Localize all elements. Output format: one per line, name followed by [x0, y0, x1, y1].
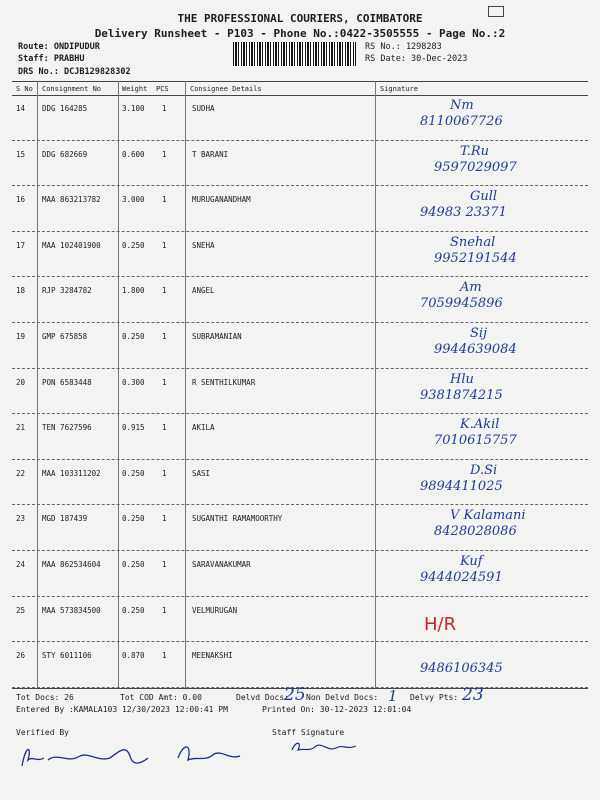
row-pcs: 1 [162, 560, 167, 569]
row-weight: 0.250 [122, 332, 145, 341]
row-sno: 19 [16, 332, 26, 341]
row-consignee: SUBRAMANIAN [192, 332, 242, 341]
row-sno: 22 [16, 468, 26, 478]
row-weight: 0.300 [122, 377, 145, 387]
row-consignee: MEENAKSHI [192, 651, 233, 661]
row-pcs: 1 [162, 149, 167, 159]
row-weight: 1.800 [122, 286, 145, 296]
row-pcs: 1 [162, 104, 167, 113]
row-sno: 14 [16, 104, 26, 113]
barcode [233, 42, 356, 66]
row-handwritten-name: K.Akil [460, 417, 500, 433]
row-consignee: SNEHA [192, 240, 215, 250]
row-weight: 0.250 [122, 240, 145, 250]
non-delivered-docs-label: Non Delvd Docs: [306, 693, 379, 702]
row-weight: 0.870 [122, 651, 145, 661]
row-sno: 15 [16, 149, 26, 159]
row-pcs: 1 [162, 468, 167, 478]
row-sno: 21 [16, 423, 26, 433]
row-weight: 0.250 [122, 468, 145, 478]
delivered-docs-value: 25 [284, 685, 306, 705]
table-header-rule [12, 95, 588, 96]
row-weight: 0.250 [122, 514, 145, 524]
row-separator [12, 641, 588, 642]
row-consignee: MURUGANANDHAM [192, 195, 251, 205]
column-divider [118, 81, 119, 688]
runsheet-subtitle: Delivery Runsheet - P103 - Phone No.:0422-3505555 - Page No.:2 [94, 27, 506, 40]
row-consignment-no: DDG 682669 [42, 149, 88, 159]
row-consignment-no: GMP 675858 [42, 332, 88, 341]
col-signature-header: Signature [380, 85, 418, 93]
row-weight: 0.915 [122, 423, 145, 433]
row-pcs: 1 [162, 651, 167, 661]
row-consignment-no: MAA 103311202 [42, 468, 101, 478]
row-weight: 3.000 [122, 195, 145, 205]
row-handwritten-phone: 9952191544 [434, 250, 517, 266]
row-sno: 23 [16, 514, 26, 524]
row-handwritten-phone: 9486106345 [420, 661, 503, 677]
row-pcs: 1 [162, 286, 167, 296]
row-consignment-no: MAA 573834500 [42, 605, 101, 615]
col-pcs-header: PCS [156, 85, 169, 93]
row-consignment-no: MAA 863213782 [42, 195, 101, 205]
row-handwritten-name: Nm [450, 98, 474, 113]
delivered-docs-label: Delvd Docs: [236, 693, 289, 702]
row-consignment-no: DDG 164285 [42, 104, 88, 113]
row-sno: 16 [16, 195, 26, 205]
row-sno: 24 [16, 560, 26, 569]
row-consignee: AKILA [192, 423, 215, 433]
row-handwritten-name: Snehal [450, 234, 496, 250]
row-handwritten-name: Kuf [460, 554, 483, 569]
verifier-signature [18, 738, 268, 778]
total-docs: Tot Docs: 26 [16, 693, 74, 702]
row-consignee: VELMURUGAN [192, 605, 238, 615]
printed-on: Printed On: 30-12-2023 12:01:04 [262, 705, 412, 714]
row-separator [12, 413, 588, 414]
column-divider [185, 81, 186, 688]
column-divider [375, 81, 376, 688]
company-title: THE PROFESSIONAL COURIERS, COIMBATORE [177, 12, 423, 25]
row-consignee: ANGEL [192, 286, 215, 296]
col-consignment-header: Consignment No [42, 85, 102, 93]
row-pcs: 1 [162, 605, 167, 615]
row-handwritten-name: Hlu [450, 371, 474, 387]
row-pcs: 1 [162, 514, 167, 524]
row-handwritten-phone: 9381874215 [420, 387, 503, 403]
row-weight: 3.100 [122, 104, 145, 113]
row-consignee: SUDHA [192, 104, 215, 113]
row-separator [12, 459, 588, 460]
drs-number: DRS No.: DCJB129828302 [18, 67, 131, 77]
row-sno: 17 [16, 240, 26, 250]
row-consignee: R SENTHILKUMAR [192, 377, 256, 387]
row-consignment-no: MAA 102401900 [42, 240, 101, 250]
rs-date: RS Date: 30-Dec-2023 [365, 54, 468, 64]
verified-by-label: Verified By [16, 728, 69, 737]
delivery-points-label: Delvy Pts: [410, 693, 459, 702]
row-handwritten-phone: 9444024591 [420, 570, 503, 585]
row-weight: 0.250 [122, 605, 145, 615]
row-handwritten-phone: 8428028086 [434, 524, 517, 540]
row-consignee: SASI [192, 468, 211, 478]
column-divider [37, 81, 38, 688]
row-consignee: SARAVANAKUMAR [192, 560, 251, 569]
row-pcs: 1 [162, 240, 167, 250]
row-handwritten-name: Gull [470, 189, 498, 205]
row-consignee: T BARANI [192, 149, 229, 159]
row-consignment-no: RJP 3284782 [42, 286, 92, 296]
col-weight-header: Weight [122, 85, 148, 93]
table-top-rule [12, 81, 588, 82]
row-handwritten-name: V Kalamani [450, 508, 526, 524]
row-pcs: 1 [162, 377, 167, 387]
non-delivered-docs-value: 1 [388, 687, 398, 705]
staff-signature [288, 736, 368, 758]
staff-label: Staff: PRABHU [18, 54, 85, 64]
row-separator [12, 504, 588, 505]
row-handwritten-phone: 7059945896 [420, 296, 503, 312]
row-weight: 0.600 [122, 149, 145, 159]
row-handwritten-phone: 9597029097 [434, 159, 517, 175]
row-handwritten-name: T.Ru [460, 143, 490, 159]
row-consignment-no: TEN 7627596 [42, 423, 92, 433]
delivery-points-value: 23 [462, 685, 484, 705]
row-separator [12, 231, 588, 232]
entered-by: Entered By :KAMALA103 12/30/2023 12:00:41 PM [16, 705, 228, 714]
row-handwritten-phone: 94983 23371 [420, 205, 507, 221]
row-sno: 26 [16, 651, 26, 661]
row-handwritten-phone: 8110067726 [420, 114, 503, 129]
row-consignment-no: STY 6011106 [42, 651, 92, 661]
row-separator [12, 140, 588, 141]
row-handwritten-name: Am [460, 280, 482, 296]
row-pcs: 1 [162, 423, 167, 433]
row-separator [12, 322, 588, 323]
row-sno: 20 [16, 377, 26, 387]
row-sno: 18 [16, 286, 26, 296]
row-consignee: SUGANTHI RAMAMOORTHY [192, 514, 283, 524]
row-consignment-no: MGD 187439 [42, 514, 88, 524]
row-sno: 25 [16, 605, 26, 615]
route-label: Route: ONDIPUDUR [18, 42, 100, 52]
row-weight: 0.250 [122, 560, 145, 569]
rs-number: RS No.: 1298283 [365, 42, 442, 52]
row-consignment-no: MAA 862534604 [42, 560, 101, 569]
col-consignee-header: Consignee Details [190, 85, 262, 93]
row-pcs: 1 [162, 332, 167, 341]
staff-signature-label: Staff Signature [272, 728, 345, 737]
row-handwritten-phone: 9894411025 [420, 478, 503, 494]
row-handwritten-phone: 7010615757 [434, 433, 517, 449]
row-pcs: 1 [162, 195, 167, 205]
row-separator [12, 368, 588, 369]
hr-mark: H/R [424, 614, 457, 635]
row-consignment-no: PON 6583448 [42, 377, 92, 387]
row-separator [12, 550, 588, 551]
row-handwritten-phone: 9944639084 [434, 342, 517, 357]
row-handwritten-name: Sij [470, 326, 488, 341]
row-separator [12, 185, 588, 186]
row-handwritten-name: D.Si [470, 462, 498, 478]
row-separator [12, 596, 588, 597]
total-cod-amount: Tot COD Amt: 0.00 [120, 693, 202, 702]
col-sno-header: S No [16, 85, 33, 93]
row-separator [12, 276, 588, 277]
